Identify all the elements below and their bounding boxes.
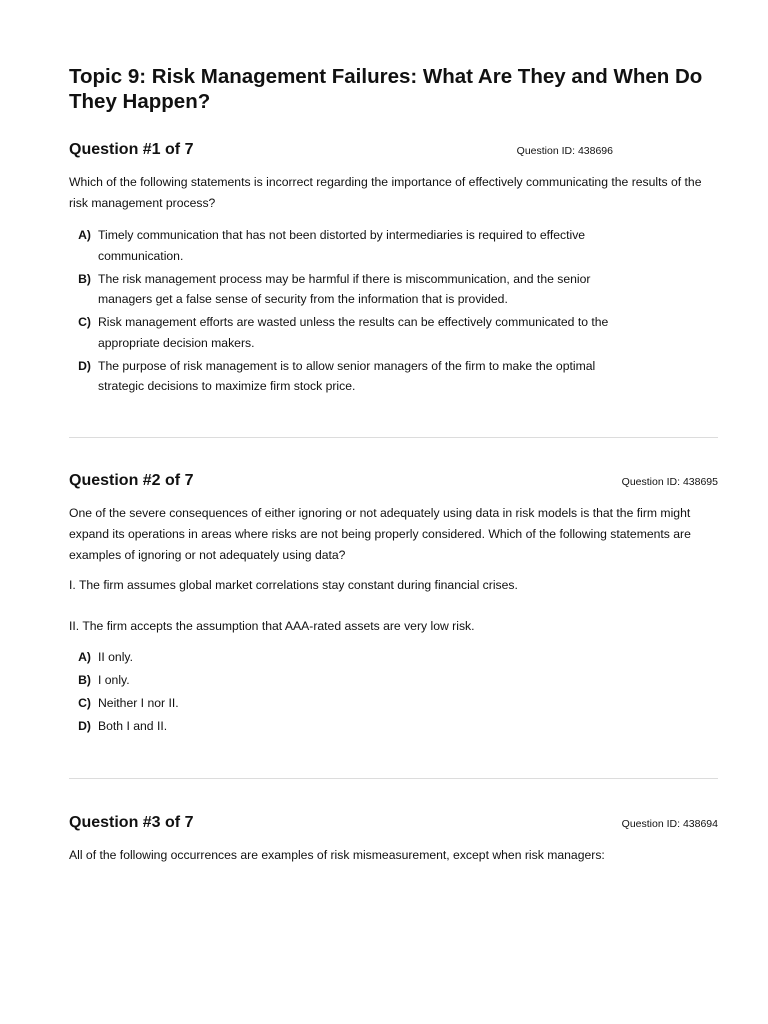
section-divider (69, 437, 718, 438)
question-header (69, 472, 718, 490)
answer-option-d[interactable] (69, 716, 718, 737)
question-title: Question #1 of 7 (69, 141, 194, 158)
document-title: Topic 9: Risk Management Failures: What Are They and When Do They Happen? (69, 65, 703, 113)
question-text: One of the severe consequences of either ignoring or not adequately using data in risk models is that the firm might expand its operations in areas where risks are not being properly considered. Which of the following statements are examples of ignoring or not adequately using data? (69, 506, 691, 562)
answer-option-c[interactable] (69, 693, 718, 714)
question-1 (69, 141, 718, 399)
option-text: Risk management efforts are wasted unless the results can be effectively communicated to the appropriate decision makers. (98, 315, 609, 350)
option-letter: C) (78, 696, 91, 710)
question-title: Question #3 of 7 (69, 814, 194, 831)
answer-options (69, 647, 718, 737)
option-text: Timely communication that has not been distorted by intermediaries is required to effective communication. (98, 228, 586, 263)
option-text: II only. (98, 650, 133, 664)
option-letter: A) (78, 650, 91, 664)
answer-options (69, 225, 609, 397)
question-3 (69, 814, 718, 866)
section-divider (69, 778, 718, 779)
question-header (69, 814, 718, 832)
option-letter: C) (78, 315, 91, 329)
option-letter: B) (78, 673, 91, 687)
option-text: Both I and II. (98, 719, 168, 733)
answer-option-b[interactable] (69, 670, 718, 691)
option-letter: A) (78, 228, 91, 242)
statement-1: I. The firm assumes global market correlations stay constant during financial crises. (69, 578, 518, 592)
option-letter: D) (78, 719, 91, 733)
question-id: Question ID: 438695 (621, 476, 718, 488)
option-text: The risk management process may be harmful if there is miscommunication, and the senior managers get a false sense of security from the information that is provided. (98, 271, 591, 306)
option-letter: D) (78, 358, 91, 373)
statement-2: II. The firm accepts the assumption that AAA-rated assets are very low risk. (69, 619, 475, 633)
option-text: The purpose of risk management is to allow senior managers of the firm to make the optimal strategic decisions to maximize firm stock price. (98, 358, 596, 393)
answer-option-c[interactable] (69, 312, 609, 353)
question-2 (69, 472, 718, 739)
answer-option-a[interactable] (69, 225, 609, 266)
answer-option-d[interactable] (69, 356, 609, 397)
option-letter: B) (78, 271, 91, 286)
answer-option-a[interactable] (69, 647, 718, 668)
question-text: All of the following occurrences are examples of risk mismeasurement, except when risk managers: (69, 848, 605, 862)
question-title: Question #2 of 7 (69, 472, 194, 489)
question-header (69, 141, 718, 159)
option-text: Neither I nor II. (98, 696, 179, 710)
question-text: Which of the following statements is incorrect regarding the importance of effectively communicating the results of the risk management process? (69, 175, 702, 210)
question-id: Question ID: 438696 (516, 145, 613, 157)
answer-option-b[interactable] (69, 269, 609, 310)
question-id: Question ID: 438694 (621, 818, 718, 830)
option-text: I only. (98, 673, 130, 687)
